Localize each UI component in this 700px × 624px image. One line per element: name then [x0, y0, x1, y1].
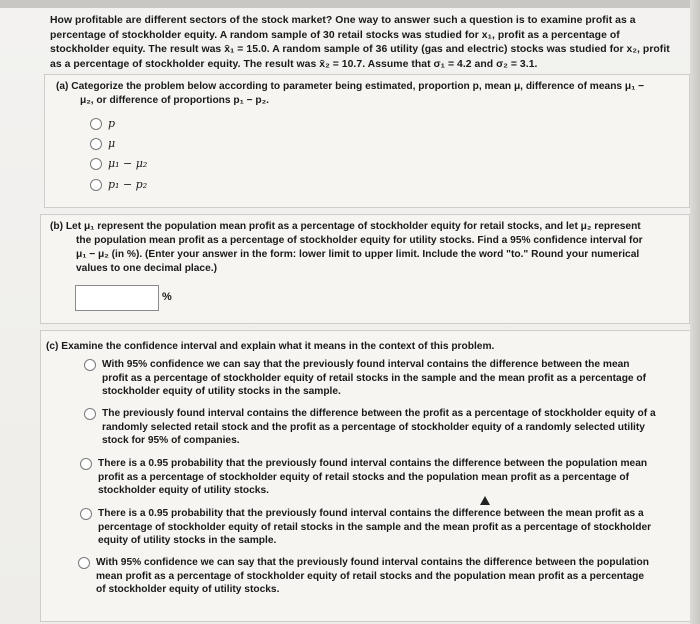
option-text-line: With 95% confidence we can say that the previously found interval contains the difference between the population [96, 557, 649, 568]
part-c-question: (c) Examine the confidence interval and explain what it means in the context of this problem. [46, 341, 495, 352]
radio-button[interactable] [80, 508, 92, 520]
part-c-option-1[interactable] [84, 358, 684, 399]
option-label: p₁ − p₂ [108, 178, 148, 191]
part-a-option-p-diff[interactable] [90, 178, 147, 192]
part-b-line-4: values to one decimal place.) [76, 263, 217, 274]
radio-button[interactable] [80, 458, 92, 470]
intro-line-1: How profitable are different sectors of the stock market? One way to answer such a question is to examine profit as a [50, 15, 636, 26]
option-text-line: percentage of stockholder equity of retail stocks in the sample and the mean profit as a percentage of stockholder [98, 521, 652, 533]
part-c-option-5[interactable] [78, 556, 684, 597]
option-text-line: The previously found interval contains the difference between the profit as a percentage of stockholder equity of a [102, 408, 656, 419]
part-c-option-3[interactable] [80, 457, 684, 498]
option-text-line: stock for 95% of companies. [102, 435, 240, 447]
part-a-option-p[interactable] [90, 117, 115, 131]
radio-button[interactable] [90, 118, 102, 130]
problem-intro [50, 14, 690, 72]
mouse-cursor-icon [480, 496, 490, 505]
option-text-line: With 95% confidence we can say that the previously found interval contains the difference between the mean [102, 359, 630, 370]
top-divider [0, 0, 700, 8]
option-text-line: There is a 0.95 probability that the previously found interval contains the difference between the population mean [98, 458, 648, 469]
option-text-line: of stockholder equity of utility stocks. [96, 584, 280, 596]
part-a-option-mu[interactable] [90, 137, 115, 151]
option-text-line: profit as a percentage of stockholder equity of retail stocks in the sample and the mean profit as a percentage of [102, 372, 647, 384]
part-a-line-1: (a) Categorize the problem below according to parameter being estimated, proportion p, mean μ, difference of means μ₁ − [56, 81, 645, 92]
part-c-option-4[interactable] [80, 507, 684, 548]
radio-button[interactable] [84, 359, 96, 371]
part-b-line-2: the population mean profit as a percentage of stockholder equity for utility stocks. Find a 95% confidence interval for [76, 235, 643, 246]
radio-button[interactable] [90, 179, 102, 191]
intro-line-2: percentage of stockholder equity. A random sample of 30 retail stocks was studied for x₁, profit as a percentage of [50, 29, 620, 41]
radio-button[interactable] [78, 557, 90, 569]
percent-unit: % [162, 291, 172, 303]
confidence-interval-input[interactable] [75, 285, 159, 311]
part-a-question [56, 80, 686, 108]
option-text-line: There is a 0.95 probability that the previously found interval contains the difference between the mean profit as a [98, 508, 644, 519]
part-b-line-3: μ₁ − μ₂ (in %). (Enter your answer in the form: lower limit to upper limit. Include the word "to." Round your numerical [76, 249, 640, 260]
option-text [96, 556, 649, 597]
option-text [102, 358, 646, 399]
option-label: p [108, 117, 116, 130]
option-text-line: stockholder equity of utility stocks. [98, 485, 269, 497]
option-text [98, 457, 647, 498]
part-b-line-1: (b) Let μ₁ represent the population mean profit as a percentage of stockholder equity for retail stocks, and let μ₂ represent [50, 221, 641, 232]
part-a-option-mu-diff[interactable] [90, 157, 147, 171]
option-text-line: randomly selected retail stock and the profit as a percentage of stockholder equity of a randomly selected utility [102, 421, 645, 433]
option-label: μ₁ − μ₂ [108, 157, 148, 170]
option-text-line: profit as a percentage of stockholder equity of retail stocks and the population mean profit as a percentage of [98, 471, 629, 483]
intro-line-3: stockholder equity. The result was x̄₁ = 15.0. A random sample of 36 utility (gas and electric) stocks was studied for x₂, profit [50, 44, 670, 56]
part-b-question [50, 220, 686, 276]
radio-button[interactable] [90, 158, 102, 170]
option-text [102, 407, 656, 448]
intro-line-4: as a percentage of stockholder equity. The result was x̄₂ = 10.7. Assume that σ₁ = 4.2 and σ₂ = 3.1. [50, 58, 538, 70]
option-text-line: mean profit as a percentage of stockholder equity of retail stocks and the population mean profit as a percentage [96, 570, 644, 582]
option-text [98, 507, 651, 548]
option-label: μ [108, 137, 116, 150]
page-edge-shadow [690, 0, 700, 624]
radio-button[interactable] [84, 408, 96, 420]
option-text-line: equity of utility stocks in the sample. [98, 535, 277, 547]
radio-button[interactable] [90, 138, 102, 150]
option-text-line: stockholder equity of utility stocks in the sample. [102, 386, 341, 398]
part-c-option-2[interactable] [84, 407, 684, 448]
part-a-line-2: μ₂, or difference of proportions p₁ − p₂. [80, 95, 270, 106]
